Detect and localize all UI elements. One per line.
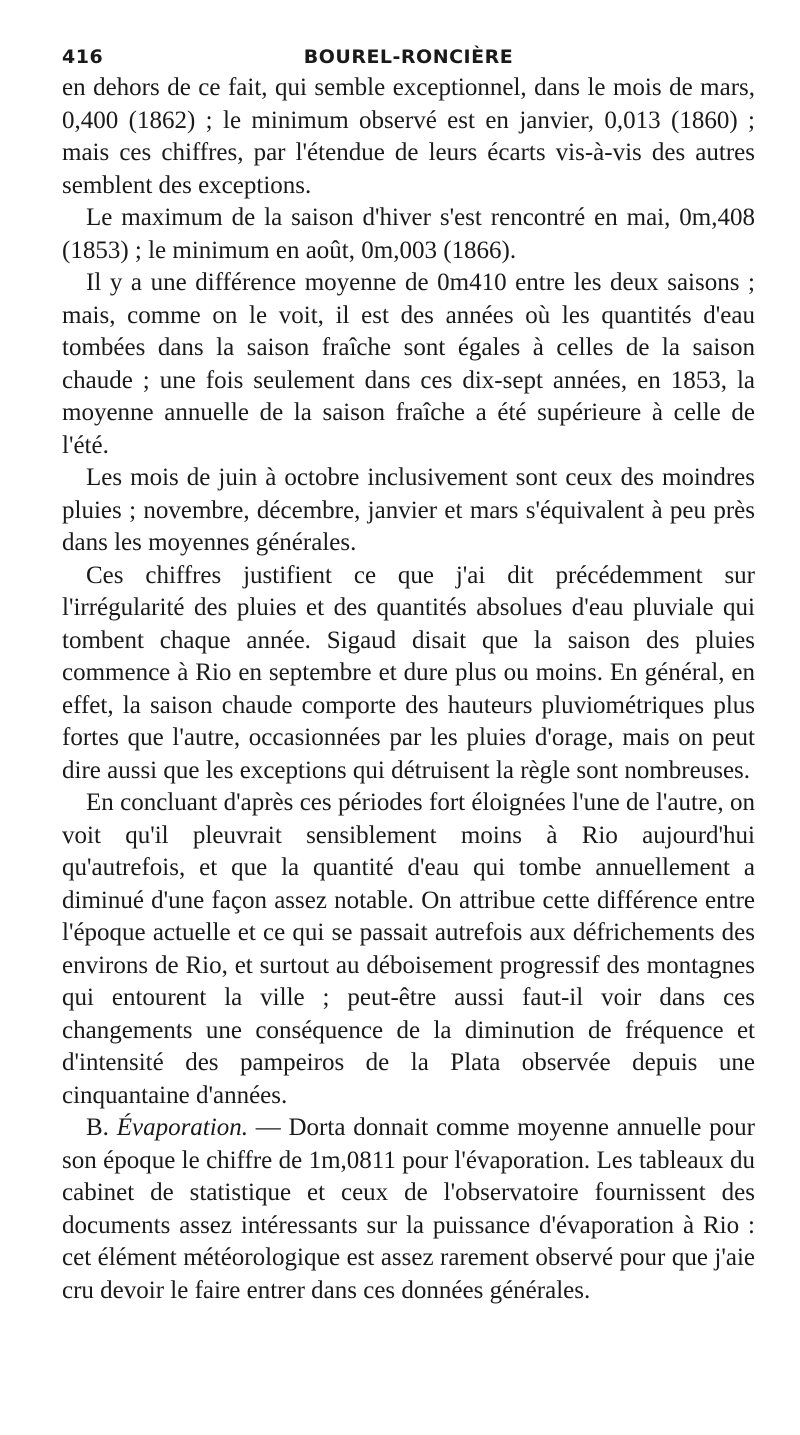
paragraph-seasonal-difference: Il y a une différence moyenne de 0m410 entre les deux saisons ; mais, comme on le voit, il est des années où les quantités d'eau tombées dans la saison fraîche sont égales à celles de la saison chaude ; une fois seulement dans ces dix-sept années, en 1853, la moyenne annuelle de la saison fraîche a été supérieure à celle de l'été. bbox=[62, 269, 755, 459]
paragraph-rain-irregularity: Ces chiffres justifient ce que j'ai dit précédemment sur l'irrégularité des pluies et des quantités absolues d'eau pluviale qui tombent chaque année. Sigaud disait que la saison des pluies commence à Rio en septembre et dure plus ou moins. En général, en effet, la saison chaude comporte des hauteurs pluviométriques plus fortes que l'autre, occasionnées par les pluies d'orage, mais on peut dire aussi que les exceptions qui détruisent la règle sont nombreuses. bbox=[62, 561, 755, 784]
section-text: — Dorta donnait comme moyenne annuelle pour son époque le chiffre de 1m,0811 pour l'évaporation. Les tableaux du cabinet de statistique et ceux de l'observatoire fournissent des documents assez intéressants sur la puissance d'évaporation à Rio : cet élément météorologique est assez rarement observé pour que j'aie cru devoir le faire entrer dans ces données générales. bbox=[62, 1114, 755, 1304]
paragraph-continuation: en dehors de ce fait, qui semble exceptionnel, dans le mois de mars, 0,400 (1862) ; le minimum observé est en janvier, 0,013 (1860) ; mais ces chiffres, par l'étendue de leurs écarts vis-à-vis des autres semblent des exceptions. bbox=[62, 74, 755, 199]
running-title: BOUREL-RONCIÈRE bbox=[303, 46, 514, 68]
paragraph-winter-maximum: Le maximum de la saison d'hiver s'est rencontré en mai, 0m,408 (1853) ; le minimum en août, 0m,003 (1866). bbox=[62, 204, 755, 264]
paragraph-evaporation bbox=[62, 1112, 755, 1307]
page-number: 416 bbox=[62, 46, 104, 68]
section-title: Évaporation. bbox=[116, 1114, 248, 1141]
page-body bbox=[62, 72, 755, 1307]
book-page bbox=[62, 36, 755, 1307]
section-label: B. bbox=[86, 1114, 117, 1141]
paragraph-conclusion: En concluant d'après ces périodes fort éloignées l'une de l'autre, on voit qu'il pleuvrait sensiblement moins à Rio aujourd'hui qu'autrefois, et que la quantité d'eau qui tombe annuellement a diminué d'une façon assez notable. On attribue cette différence entre l'époque actuelle et ce qui se passait autrefois aux défrichements des environs de Rio, et surtout au déboisement progressif des montagnes qui entourent la ville ; peut-être aussi faut-il voir dans ces changements une conséquence de la diminution de fréquence et d'intensité des pampeiros de la Plata observée depuis une cinquantaine d'années. bbox=[62, 789, 755, 1109]
page-header bbox=[62, 36, 755, 72]
paragraph-dry-months: Les mois de juin à octobre inclusivement sont ceux des moindres pluies ; novembre, décembre, janvier et mars s'équivalent à peu près dans les moyennes générales. bbox=[62, 464, 755, 556]
